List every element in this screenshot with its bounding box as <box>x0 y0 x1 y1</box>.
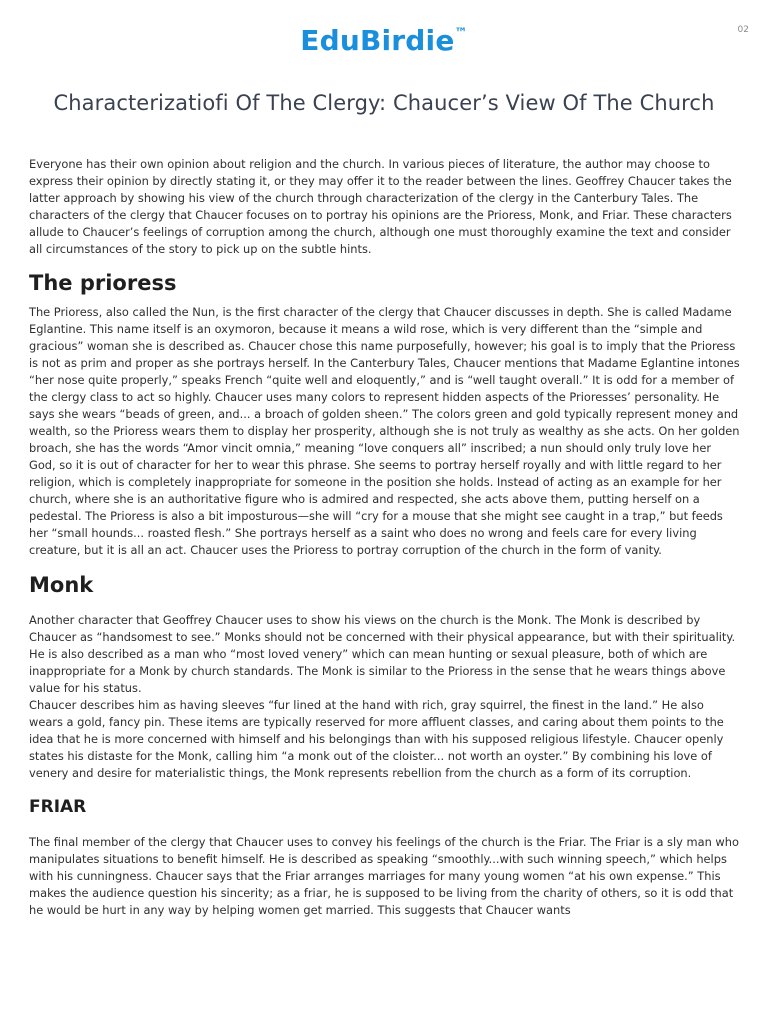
page-title: Characterizatiofi Of The Clergy: Chaucer’s View Of The Church <box>53 91 715 116</box>
friar-heading: FRIAR <box>29 797 87 817</box>
logo-trademark: ™ <box>454 26 468 41</box>
prioress-paragraph: The Prioress, also called the Nun, is the first character of the clergy that Chaucer discusses in depth. She is called Madame Eglantine. This name itself is an oxymoron, because it means a wild rose, which is very different than the “simple and gracious” woman she is described as. Chaucer chose this name purposefully, however; his goal is to imply that the Prioress is not as prim and proper as she portrays herself. In the Canterbury Tales, Chaucer mentions that Madame Eglantine intones “her nose quite properly,” speaks French “quite well and eloquently,” and is “well taught overall.” It is odd for a member of the clergy class to act so highly. Chaucer uses many colors to represent hidden aspects of the Prioresses’ personality. He says she wears “beads of green, and... a broach of golden sheen.” The colors green and gold typically represent money and wealth, so the Prioress wears them to display her prosperity, although she is not truly as wealthy as she acts. On her golden broach, she has the words “Amor vincit omnia,” meaning “love conquers all” inscribed; a nun should only truly love her God, so it is out of character for her to wear this phrase. She seems to portray herself royally and with little regard to her religion, which is completely inappropriate for someone in the position she holds. Instead of acting as an example for her church, where she is an authoritative figure who is admired and respected, she acts above them, putting herself on a pedestal. The Prioress is also a bit imposturous—she will “cry for a mouse that she might see caught in a trap,” but feeds her “small hounds... roasted flesh.” She portrays herself as a saint who does no wrong and feels care for every living creature, but it is all an act. Chaucer uses the Prioress to portray corruption of the church in the form of vanity. <box>29 305 740 557</box>
monk-heading: Monk <box>29 573 94 597</box>
monk-paragraph-2: Chaucer describes him as having sleeves “fur lined at the hand with rich, gray squirrel, the finest in the land.” He also wears a gold, fancy pin. These items are typically reserved for more affluent classes, and caring about them points to the idea that he is more concerned with himself and his belongings than with his supposed religious lifestyle. Chaucer openly states his distaste for the Monk, calling him “a monk out of the cloister... not worth an oyster.” By combining his love of venery and desire for materialistic things, the Monk represents rebellion from the church as a form of its corruption. <box>29 698 724 780</box>
logo-text: EduBirdie <box>300 24 455 57</box>
prioress-heading: The prioress <box>29 271 177 295</box>
page-number: 02 <box>737 25 749 35</box>
intro-paragraph: Everyone has their own opinion about religion and the church. In various pieces of literature, the author may choose to express their opinion by directly stating it, or they may offer it to the reader between the lines. Geoffrey Chaucer takes the latter approach by showing his view of the church through characterization of the clergy in the Canterbury Tales. The characters of the clergy that Chaucer focuses on to portray his opinions are the Prioress, Monk, and Friar. These characters allude to Chaucer’s feelings of corruption among the church, although one must thoroughly examine the text and consider all circumstances of the story to pick up on the subtle hints. <box>29 157 732 256</box>
essay-body <box>29 156 741 919</box>
monk-paragraph-1: Another character that Geoffrey Chaucer uses to show his views on the church is the Monk. The Monk is described by Chaucer as “handsomest to see.” Monks should not be concerned with their physical appearance, but with their spirituality. He is also described as a man who “most loved venery” which can mean hunting or sexual pleasure, both of which are inappropriate for a Monk by church standards. The Monk is similar to the Prioress in the sense that he wears things above value for his status. <box>29 613 736 695</box>
edubirdie-logo[interactable] <box>0 24 768 57</box>
friar-paragraph: The final member of the clergy that Chaucer uses to convey his feelings of the church is the Friar. The Friar is a sly man who manipulates situations to benefit himself. He is described as speaking “smoothly...with such winning speech,” which helps with his cunningness. Chaucer says that the Friar arranges marriages for many young women “at his own expense.” This makes the audience question his sincerity; as a friar, he is supposed to be living from the charity of others, so it is odd that he would be hurt in any way by helping women get married. This suggests that Chaucer wants <box>29 835 739 917</box>
